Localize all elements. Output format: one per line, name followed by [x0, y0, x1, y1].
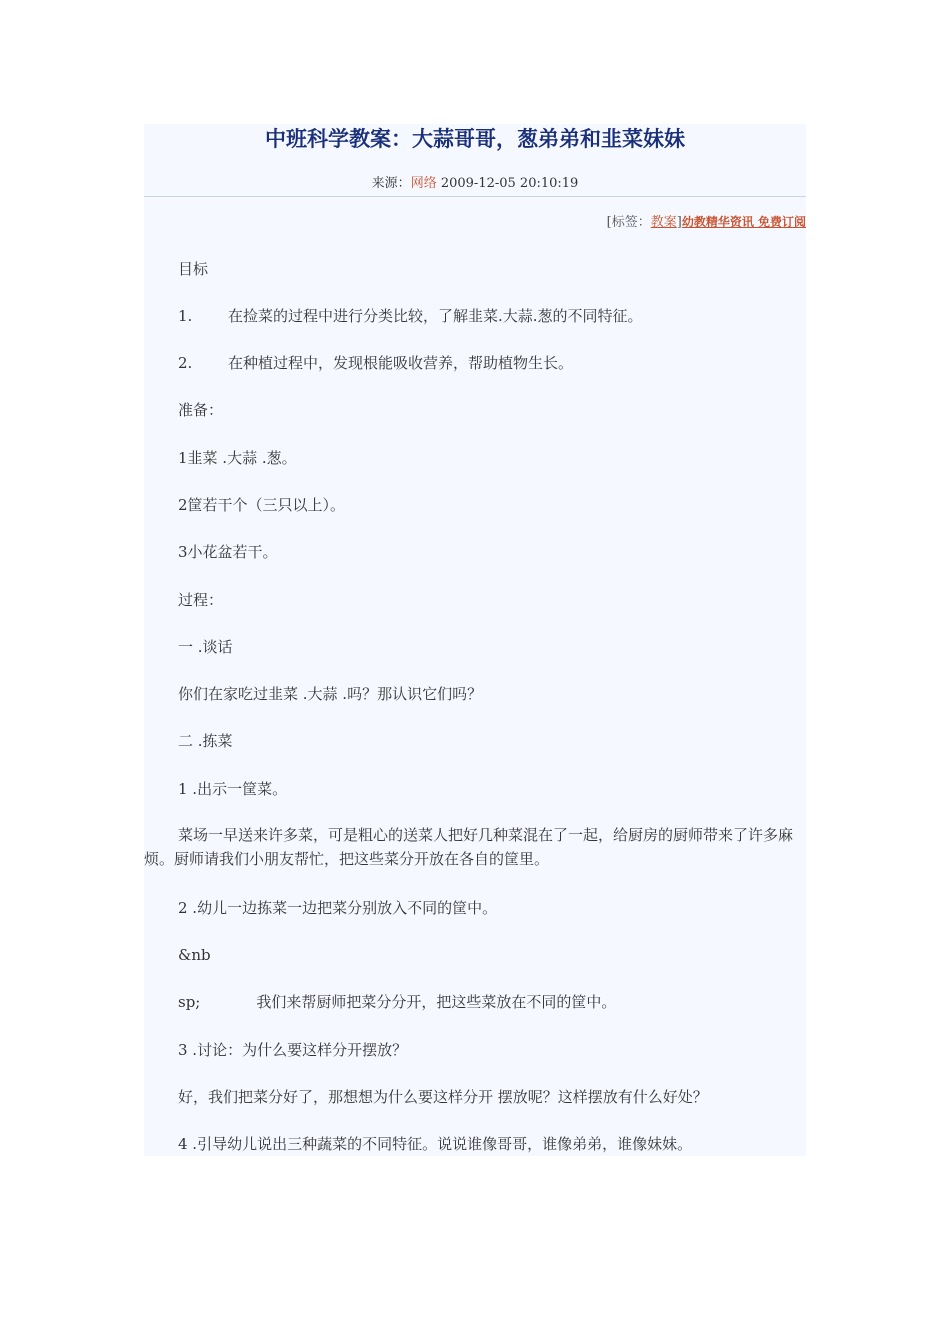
- garbled-entity-line-2: [178, 991, 806, 1013]
- process-heading: 过程：: [178, 591, 224, 609]
- step-2-heading: 二 .拣菜: [178, 732, 233, 750]
- prep-item-2: 2筐若干个（三只以上）。: [178, 496, 346, 514]
- step-2-story: 菜场一早送来许多菜，可是粗心的送菜人把好几种菜混在了一起，给厨房的厨师带来了许多麻烦。厨师请我们小朋友帮忙，把这些菜分开放在各自的筐里。: [144, 826, 794, 868]
- goal-2-text: 在种植过程中，发现根能吸收营养，帮助植物生长。: [228, 354, 574, 372]
- tag-prefix: [标签：: [606, 215, 651, 230]
- goal-item-2: [178, 352, 806, 374]
- garbled-entity-line-1: &nb: [178, 946, 211, 964]
- step-2-item-3: 3 .讨论：为什么要这样分开摆放？: [178, 1041, 408, 1059]
- prep-item-3: 3小花盆若干。: [178, 543, 278, 561]
- goal-1-text: 在捡菜的过程中进行分类比较，了解韭菜.大蒜.葱的不同特征。: [228, 307, 643, 325]
- article-panel: [144, 124, 806, 1156]
- goal-heading: 目标: [178, 260, 209, 278]
- subscribe-link[interactable]: 幼教精华资讯 免费订阅: [681, 215, 806, 229]
- step-2-item-2: 2 .幼儿一边拣菜一边把菜分别放入不同的筐中。: [178, 899, 498, 917]
- garbled-text: 我们来帮厨师把菜分分开，把这些菜放在不同的筐中。: [256, 993, 617, 1011]
- goal-item-1: [178, 305, 806, 327]
- step-2-item-3-text: 好，我们把菜分好了，那想想为什么要这样分开 摆放呢？这样摆放有什么好处？: [178, 1088, 708, 1106]
- tag-line: [607, 212, 806, 232]
- publish-datetime: 2009-12-05 20:10:19: [440, 176, 579, 191]
- step-2-item-1: 1 .出示一筐菜。: [178, 780, 288, 798]
- goal-2-number: 2.: [178, 354, 193, 372]
- prep-item-1: 1韭菜 .大蒜 .葱。: [178, 449, 297, 467]
- step-2-item-4: 4 .引导幼儿说出三种蔬菜的不同特征。说说谁像哥哥，谁像弟弟，谁像妹妹。: [178, 1135, 693, 1153]
- prep-heading: 准备：: [178, 401, 224, 419]
- garbled-prefix: sp;: [178, 993, 201, 1011]
- tag-suffix: ]: [676, 215, 682, 230]
- source-label: 来源：: [371, 176, 411, 191]
- goal-1-number: 1.: [178, 307, 193, 325]
- meta-divider: [144, 196, 806, 197]
- step-1-text: 你们在家吃过韭菜 .大蒜 .吗？那认识它们吗？: [178, 685, 483, 703]
- article-meta: [144, 174, 806, 194]
- source-link[interactable]: 网络: [410, 176, 437, 191]
- tag-link[interactable]: 教案: [650, 215, 677, 230]
- step-1-heading: 一 .谈话: [178, 638, 233, 656]
- article-title: 中班科学教案：大蒜哥哥，葱弟弟和韭菜妹妹: [265, 126, 685, 151]
